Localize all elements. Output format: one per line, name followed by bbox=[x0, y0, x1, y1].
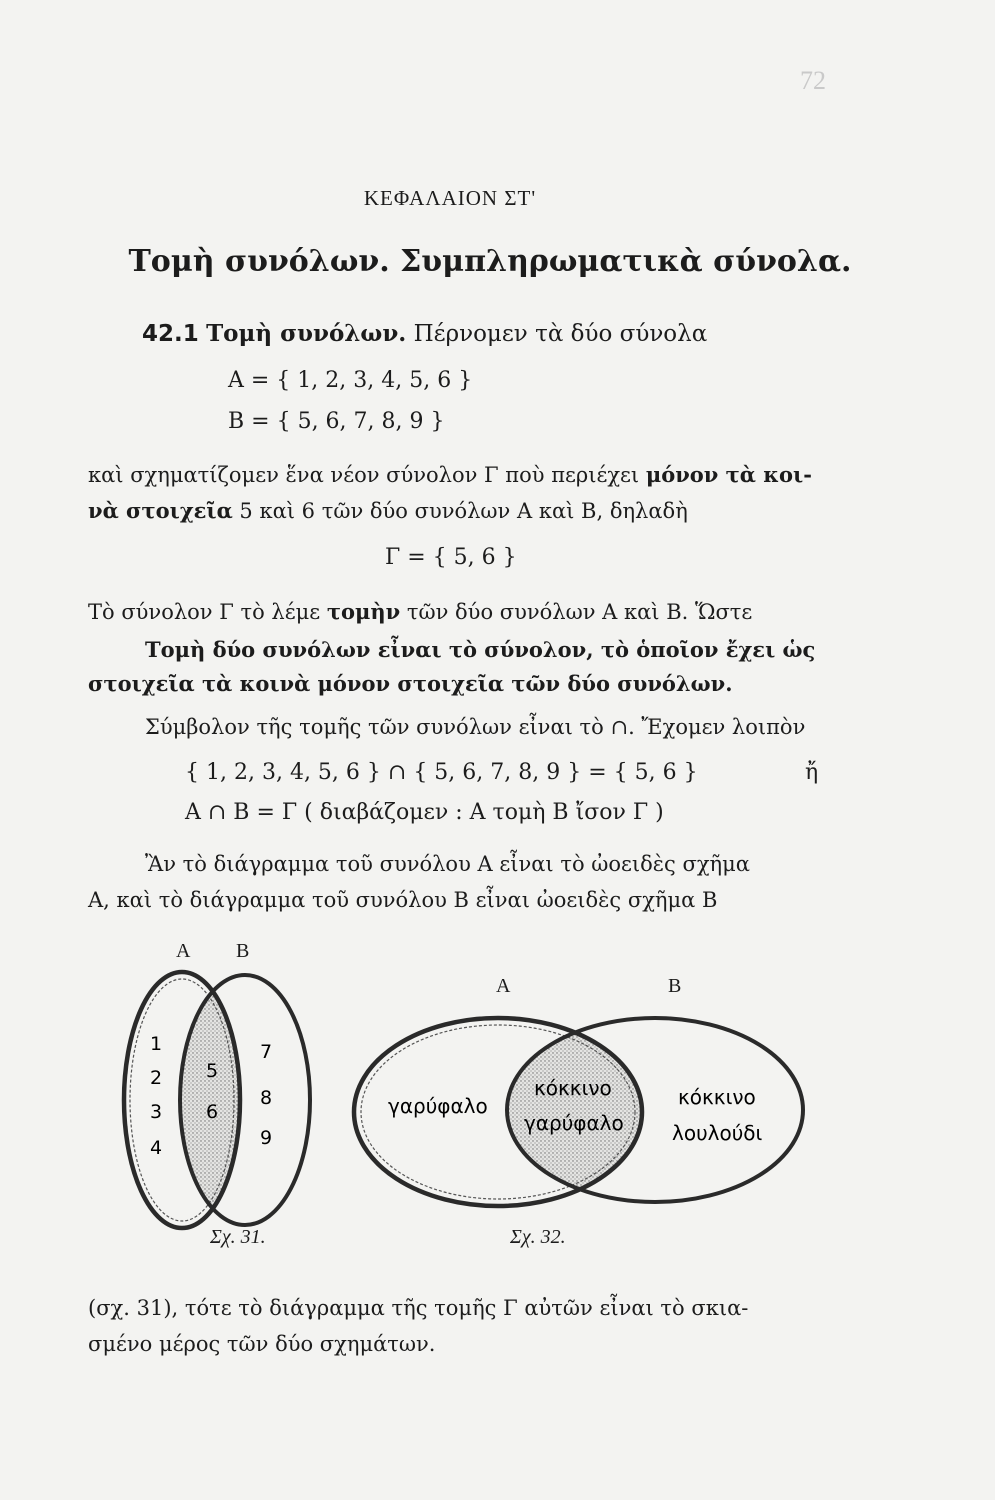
definition-line: στοιχεῖα τὰ κοινὰ μόνον στοιχεῖα τῶν δύο συνόλων. bbox=[88, 671, 733, 696]
fig31-element: 3 bbox=[150, 1101, 163, 1123]
fig31-element: 7 bbox=[260, 1041, 273, 1063]
symbol-line: Σύμβολον τῆς τομῆς τῶν συνόλων εἶναι τὸ ∩. Ἔχομεν λοιπὸν bbox=[145, 715, 806, 739]
paragraph-line: σμένο μέρος τῶν δύο σχημάτων. bbox=[88, 1332, 436, 1356]
set-a-definition: A = { 1, 2, 3, 4, 5, 6 } bbox=[228, 368, 473, 393]
formula-notation: A ∩ B = Γ ( διαβάζομεν : A τομὴ B ἴσον Γ ) bbox=[185, 800, 664, 825]
definition-line: Τομὴ δύο συνόλων εἶναι τὸ σύνολον, τὸ ὁποῖον ἔχει ὡς bbox=[145, 637, 816, 662]
fig32-a-only-text: γαρύφαλο bbox=[388, 1094, 488, 1118]
figure-31 bbox=[124, 972, 310, 1228]
bold-run: νὰ στοιχεῖα bbox=[88, 498, 233, 523]
fig32-caption: Σχ. 32. bbox=[510, 1226, 566, 1248]
paragraph-line: (σχ. 31), τότε τὸ διάγραμμα τῆς τομῆς Γ αὐτῶν εἶναι τὸ σκια- bbox=[88, 1296, 749, 1320]
fig31-element: 5 bbox=[206, 1060, 219, 1082]
paragraph-line: Ἂν τὸ διάγραμμα τοῦ συνόλου A εἶναι τὸ ὠοειδὲς σχῆμα bbox=[145, 852, 750, 876]
fig31-element: 2 bbox=[150, 1067, 163, 1089]
page-number: 72 bbox=[800, 66, 826, 95]
bold-run: τομὴν bbox=[326, 599, 401, 624]
page-title: Τομὴ συνόλων. Συμπληρωματικὰ σύνολα. bbox=[128, 244, 852, 279]
formula-intersection: { 1, 2, 3, 4, 5, 6 } ∩ { 5, 6, 7, 8, 9 } = { 5, 6 } bbox=[185, 760, 698, 785]
figure-32 bbox=[354, 1018, 803, 1206]
section-title: Τομὴ συνόλων. bbox=[206, 320, 407, 347]
text-run: Τὸ σύνολον Γ τὸ λέμε bbox=[88, 600, 327, 624]
text-run: καὶ σχηματίζομεν ἕνα νέον σύνολον Γ ποὺ περιέχει bbox=[88, 463, 646, 487]
fig31-label-a: A bbox=[176, 940, 191, 962]
fig32-label-b: B bbox=[668, 975, 682, 997]
fig32-b-only-text-top: κόκκινο bbox=[678, 1085, 756, 1109]
fig31-element: 4 bbox=[150, 1137, 163, 1159]
fig32-b-only-text-bottom: λουλούδι bbox=[672, 1121, 763, 1145]
section-intro: Πέρνομεν τὰ δύο σύνολα bbox=[413, 321, 708, 347]
fig31-caption: Σχ. 31. bbox=[210, 1226, 266, 1248]
fig31-label-b: B bbox=[236, 940, 250, 962]
set-g-definition: Γ = { 5, 6 } bbox=[385, 545, 517, 570]
set-b-definition: B = { 5, 6, 7, 8, 9 } bbox=[228, 409, 445, 434]
chapter-heading: ΚΕΦΑΛΑΙΟΝ ΣΤ' bbox=[363, 186, 537, 210]
bold-run: μόνον τὰ κοι- bbox=[645, 462, 812, 487]
fig31-element: 8 bbox=[260, 1087, 273, 1109]
text-run: τῶν δύο συνόλων A καὶ B. Ὥστε bbox=[400, 600, 753, 624]
fig31-element: 6 bbox=[206, 1101, 219, 1123]
fig32-common-text-top: κόκκινο bbox=[534, 1076, 612, 1100]
fig31-element: 1 bbox=[150, 1033, 163, 1055]
fig32-label-a: A bbox=[496, 975, 511, 997]
fig31-element: 9 bbox=[260, 1127, 273, 1149]
text-run: 5 καὶ 6 τῶν δύο συνόλων A καὶ B, δηλαδὴ bbox=[232, 499, 688, 523]
fig32-common-text-bottom: γαρύφαλο bbox=[524, 1111, 624, 1135]
paragraph-line: A, καὶ τὸ διάγραμμα τοῦ συνόλου B εἶναι ὠοειδὲς σχῆμα B bbox=[88, 888, 718, 912]
section-number: 42.1 bbox=[142, 321, 199, 347]
formula-or: ἤ bbox=[805, 760, 819, 785]
